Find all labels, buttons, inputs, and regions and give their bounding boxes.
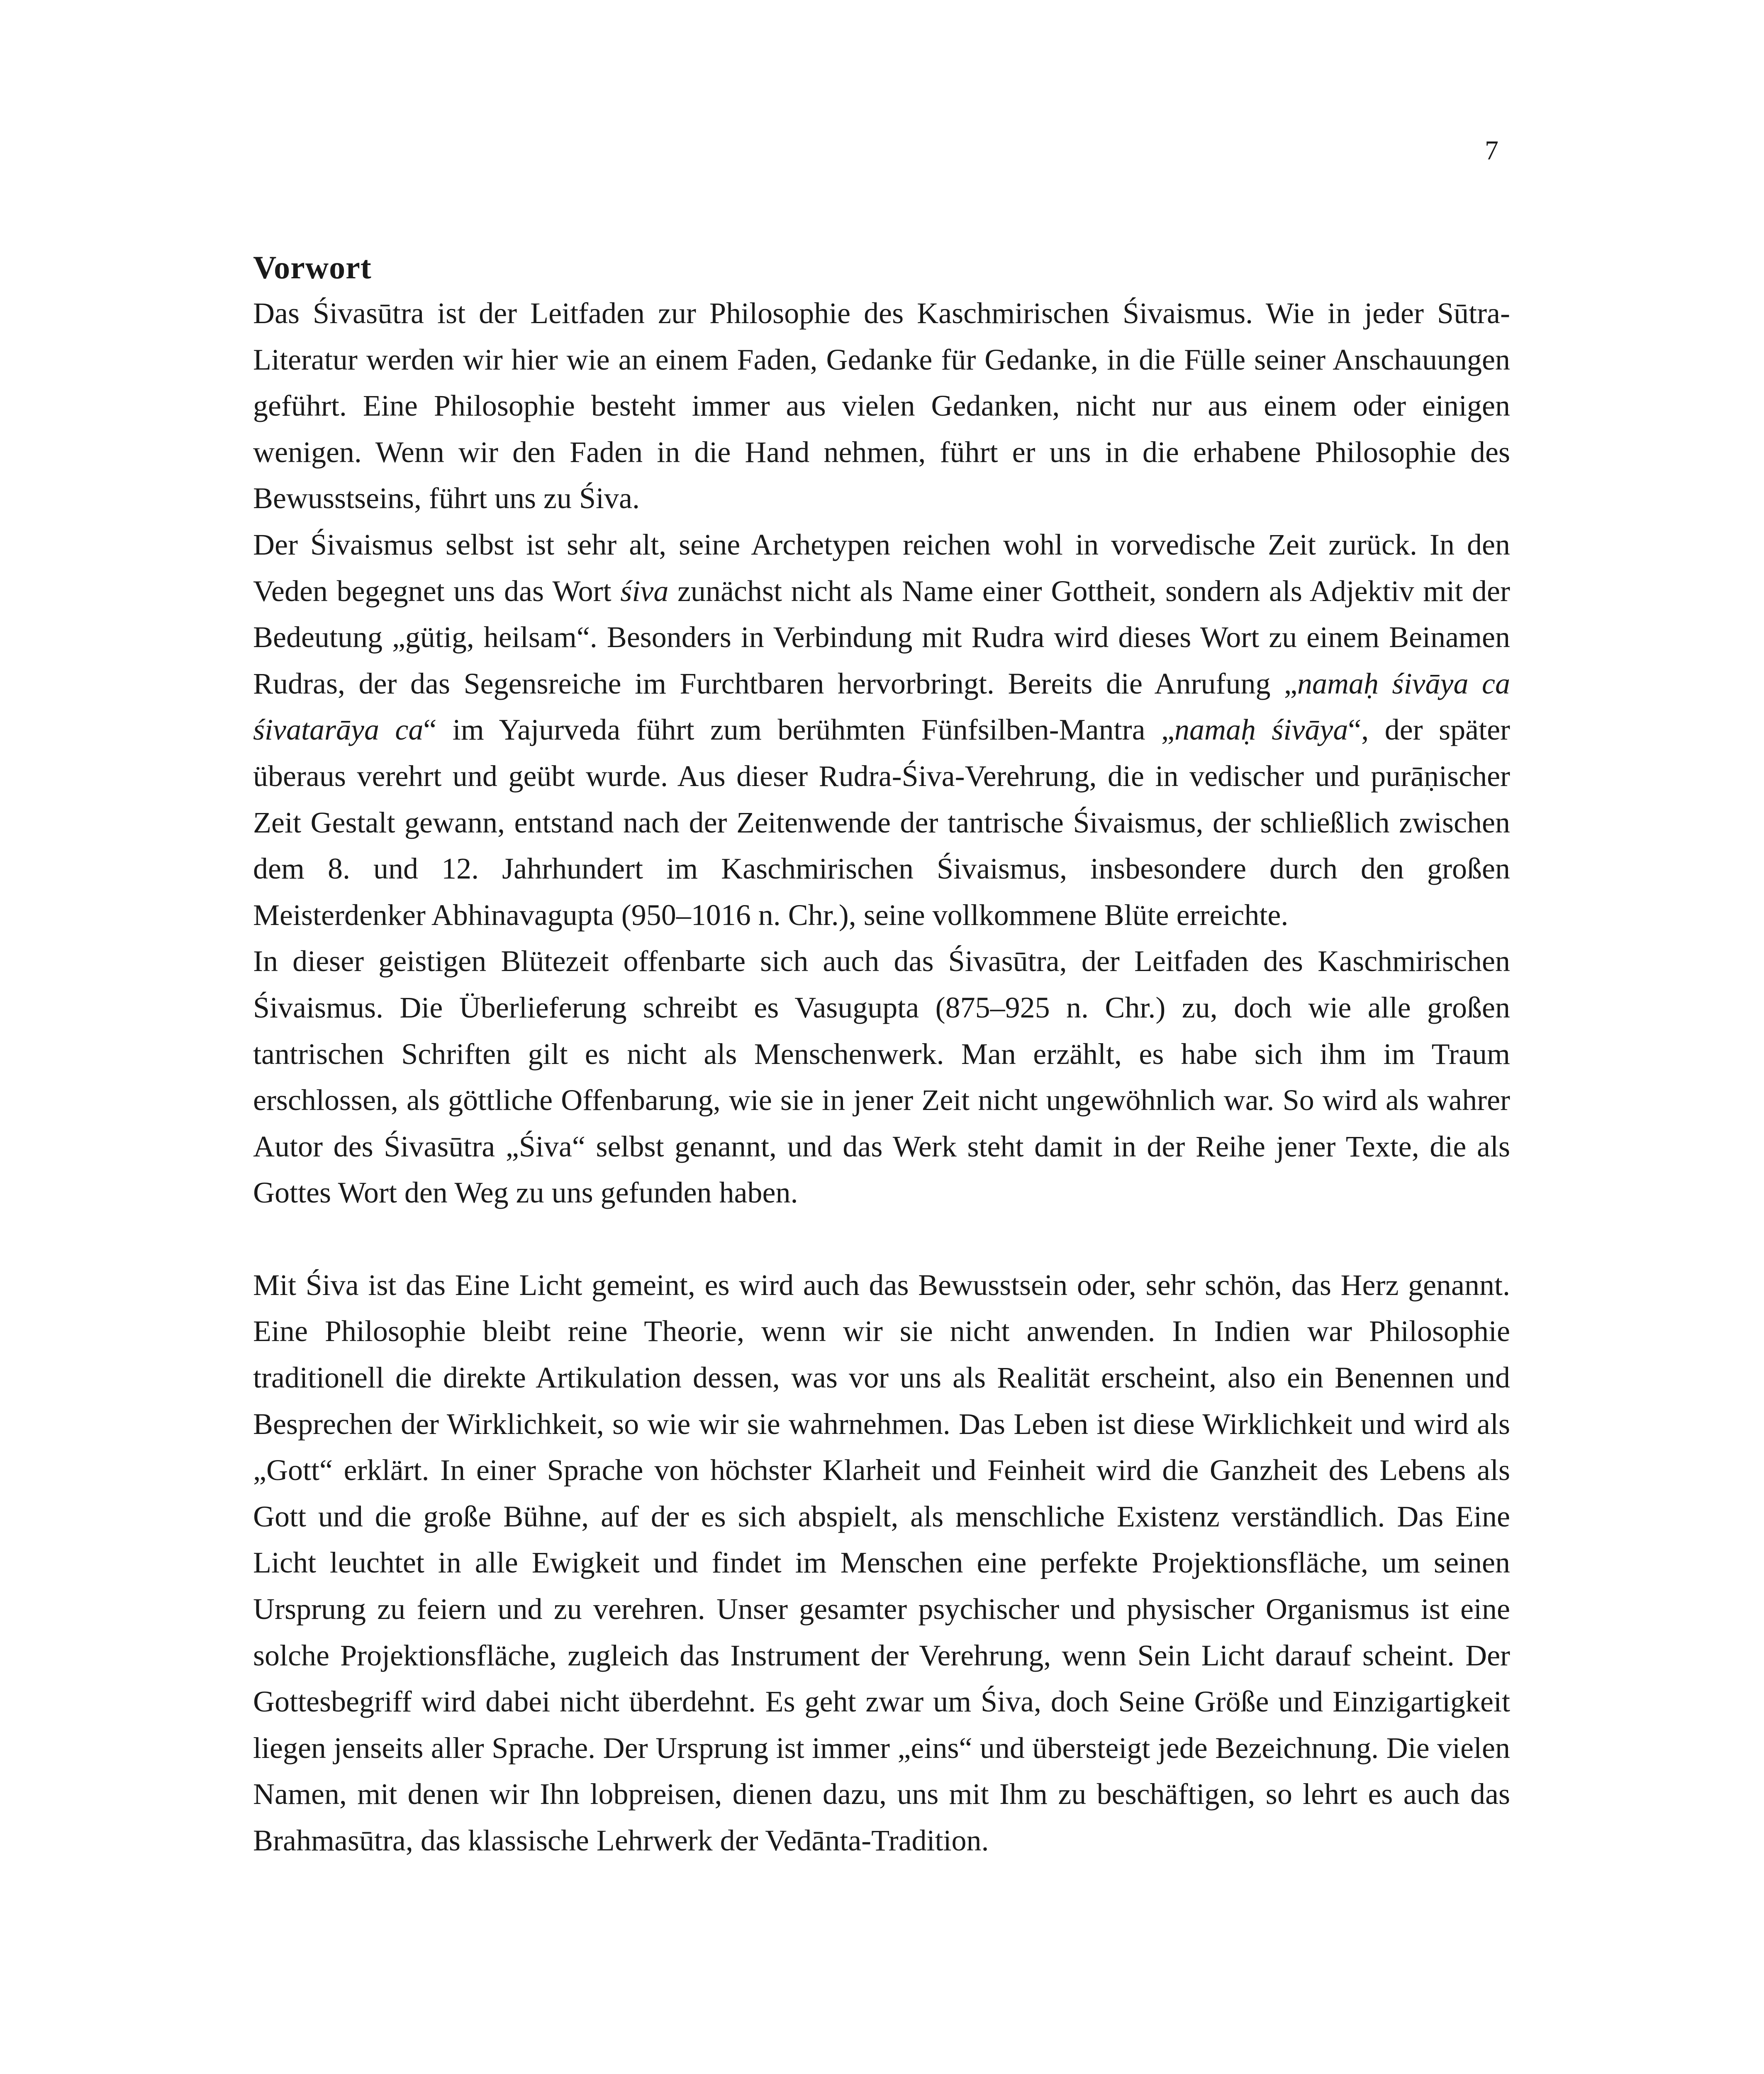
paragraph-text: “, der später überaus verehrt und geübt wurde. Aus dieser Rudra-Śiva-Verehrung, die in vedischer und purāṇischer Zeit Gestalt gewann, entstand nach der Zeitenwende der tantrische Śivaismus, der schließlich zwischen dem 8. und 12. Jahrhundert im Kaschmirischen Śivaismus, insbesondere durch den großen Meisterdenker Abhinavagupta (950–1016 n. Chr.), seine vollkommene Blüte erreichte. <box>253 713 1511 932</box>
paragraph-4 <box>253 1262 1510 1864</box>
italic-term: namaḥ śivāya ca śivatarāya ca <box>253 667 1511 747</box>
section-heading: Vorwort <box>253 249 372 285</box>
paragraph-text: zunächst nicht als Name einer Gottheit, sondern als Adjektiv mit der Bedeutung „gütig, heilsam“. Besonders in Verbindung mit Rudra wird dieses Wort zu einem Beinamen Rudras, der das Segensreiche im Furchtbaren hervorbringt. Bereits die Anrufung „ <box>253 574 1510 700</box>
page-number: 7 <box>1485 135 1498 166</box>
page-body <box>253 245 1510 1864</box>
paragraph-text: Mit Śiva ist das Eine Licht gemeint, es wird auch das Bewusstsein oder, sehr schön, das Herz genannt. Eine Philosophie bleibt reine Theorie, wenn wir sie nicht anwenden. In Indien war Philosophie traditionell die direkte Artikulation dessen, was vor uns als Realität erscheint, also ein Benennen und Besprechen der Wirklichkeit, so wie wir sie wahrnehmen. Das Leben ist diese Wirklichkeit und wird als „Gott“ erklärt. In einer Sprache von höchster Klarheit und Feinheit wird die Ganzheit des Lebens als Gott und die große Bühne, auf der es sich abspielt, als menschliche Existenz verständlich. Das Eine Licht leuchtet in alle Ewigkeit und findet im Menschen eine perfekte Projektionsfläche, um seinen Ursprung zu feiern und zu verehren. Unser gesamter psychischer und physischer Organismus ist eine solche Projektionsfläche, zugleich das Instrument der Verehrung, wenn Sein Licht darauf scheint. Der Gottesbegriff wird dabei nicht überdehnt. Es geht zwar um Śiva, doch Seine Größe und Einzigartigkeit liegen jenseits aller Sprache. Der Ursprung ist immer „eins“ und übersteigt jede Bezeichnung. Die vielen Namen, mit denen wir Ihn lobpreisen, dienen dazu, uns mit Ihm zu beschäftigen, so lehrt es auch das Brahmasūtra, das klassische Lehrwerk der Vedānta-Tradition. <box>253 1268 1510 1857</box>
paragraph-text: In dieser geistigen Blütezeit offenbarte sich auch das Śivasūtra, der Leitfaden des Kaschmirischen Śivaismus. Die Überlieferung schreibt es Vasugupta (875–925 n. Chr.) zu, doch wie alle großen tantrischen Schriften gilt es nicht als Menschenwerk. Man erzählt, es habe sich ihm im Traum erschlossen, als göttliche Offenbarung, wie sie in jener Zeit nicht ungewöhnlich war. So wird als wahrer Autor des Śivasūtra „Śiva“ selbst genannt, und das Werk steht damit in der Reihe jener Texte, die als Gottes Wort den Weg zu uns gefunden haben. <box>253 944 1510 1210</box>
paragraph-text: Das Śivasūtra ist der Leitfaden zur Philosophie des Kaschmirischen Śivaismus. Wie in jeder Sūtra-Literatur werden wir hier wie an einem Faden, Gedanke für Gedanke, in die Fülle seiner Anschauungen geführt. Eine Philosophie besteht immer aus vielen Gedanken, nicht nur aus einem oder einigen wenigen. Wenn wir den Faden in die Hand nehmen, führt er uns in die erhabene Philosophie des Bewusstseins, führt uns zu Śiva. <box>253 297 1510 515</box>
italic-term: śiva <box>620 574 669 608</box>
italic-term: namaḥ śivāya <box>1174 713 1348 747</box>
paragraph-text: Der Śivaismus selbst ist sehr alt, seine Archetypen reichen wohl in vorvedische Zeit zurück. In den Veden begegnet uns das Wort <box>253 528 1510 608</box>
paragraph-2 <box>253 522 1510 938</box>
paragraph-3 <box>253 938 1510 1216</box>
paragraph-text: “ im Yajurveda führt zum berühmten Fünfsilben-Mantra „ <box>423 713 1174 747</box>
paragraph-1 <box>253 290 1510 522</box>
